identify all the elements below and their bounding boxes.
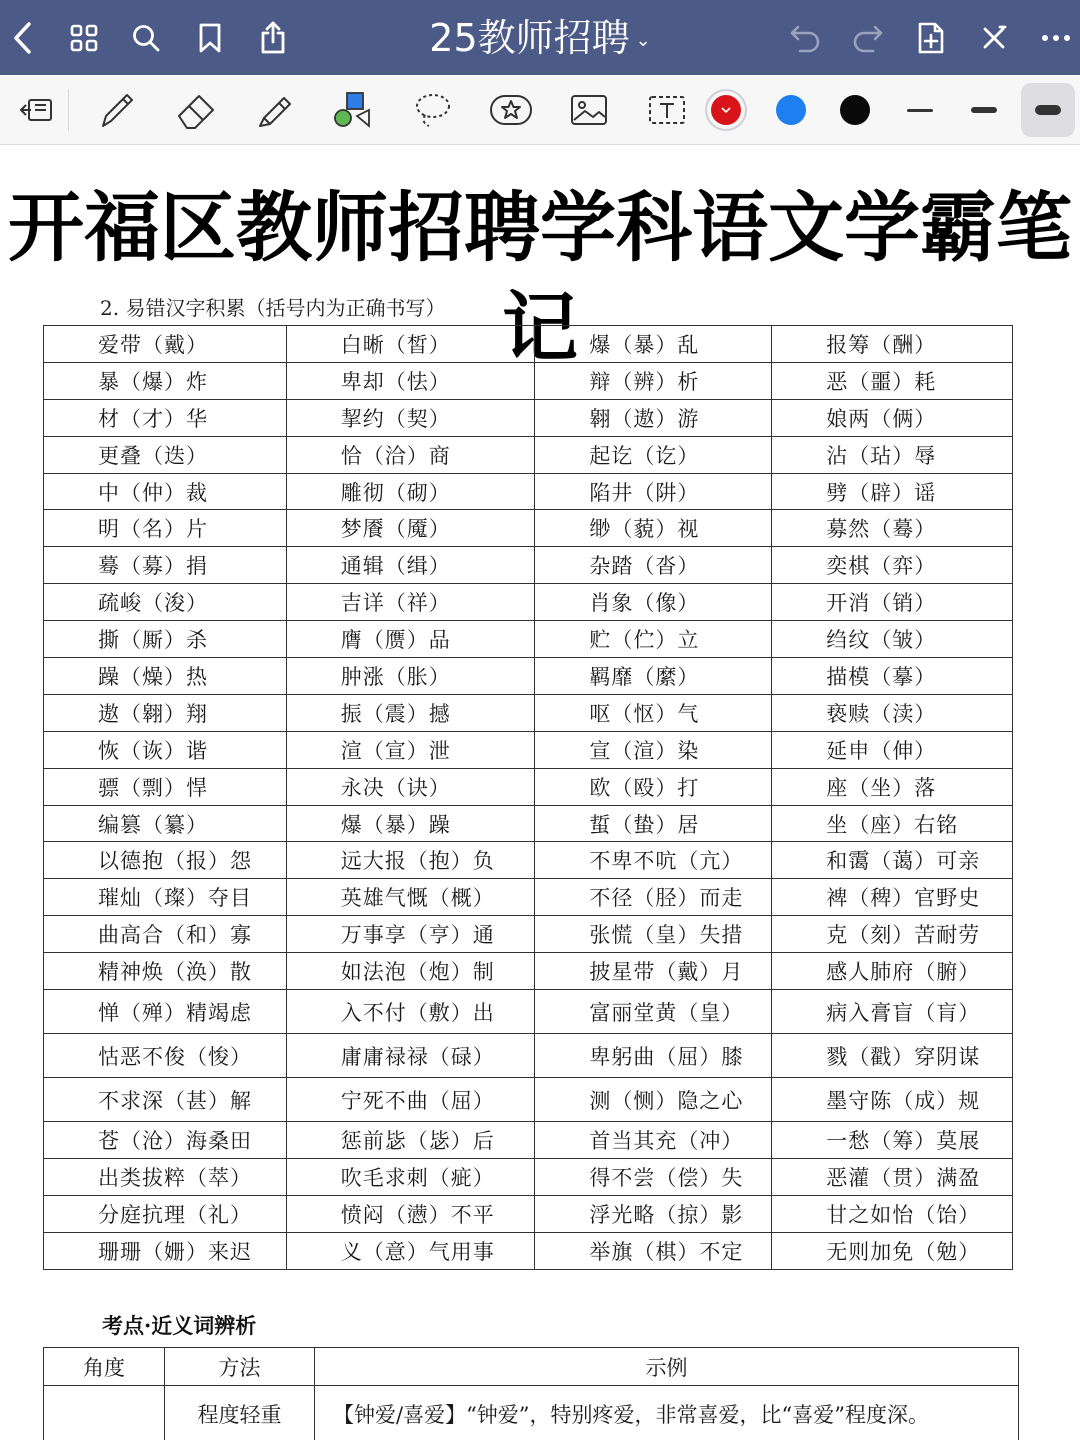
redo-icon[interactable] xyxy=(848,18,888,58)
table-cell: 膺（赝）品 xyxy=(286,621,535,658)
misspelled-characters-table xyxy=(43,325,1013,1270)
shapes-icon[interactable] xyxy=(328,85,378,135)
table-cell: 材（才）华 xyxy=(44,399,287,436)
table-cell: 贮（伫）立 xyxy=(535,621,772,658)
undo-icon[interactable] xyxy=(785,18,825,58)
table-cell: 卑躬曲（屈）膝 xyxy=(535,1034,772,1078)
table-cell: 愤闷（懑）不平 xyxy=(286,1195,535,1232)
table-cell: 恢（诙）谐 xyxy=(44,731,287,768)
thick-stroke-icon xyxy=(1035,105,1061,115)
table-cell: 雕彻（砌） xyxy=(286,473,535,510)
table-cell: 振（震）撼 xyxy=(286,694,535,731)
table-row xyxy=(44,1195,1013,1232)
table-cell: 撕（厮）杀 xyxy=(44,621,287,658)
table-cell: 白晰（皙） xyxy=(286,326,535,363)
table-cell: 戮（戳）穿阴谋 xyxy=(772,1034,1013,1078)
section-caption: 2. 易错汉字积累（括号内为正确书写） xyxy=(100,296,446,320)
table-cell: 克（刻）苦耐劳 xyxy=(772,916,1013,953)
table-cell: 开消（销） xyxy=(772,584,1013,621)
document-title: 25教师招聘 xyxy=(429,16,630,60)
table-cell: 编篡（纂） xyxy=(44,805,287,842)
table-cell: 娘两（俩） xyxy=(772,399,1013,436)
table-cell: 明（名）片 xyxy=(44,510,287,547)
table-cell: 无则加免（勉） xyxy=(772,1232,1013,1269)
table-cell: 怙恶不俊（悛） xyxy=(44,1034,287,1078)
table-cell: 和霭（蔼）可亲 xyxy=(772,842,1013,879)
table-cell: 卑却（怯） xyxy=(286,362,535,399)
table-cell: 募然（蓦） xyxy=(772,510,1013,547)
more-icon[interactable] xyxy=(1036,18,1076,58)
column-header: 角度 xyxy=(44,1348,165,1386)
table-row xyxy=(44,694,1013,731)
table-cell: 沾（玷）辱 xyxy=(772,436,1013,473)
table-cell: 富丽堂黄（皇） xyxy=(535,990,772,1034)
table-cell: 【钟爱/喜爱】“钟爱”，特别疼爱，非常喜爱，比“喜爱”程度深。 xyxy=(315,1386,1019,1440)
thin-stroke-icon xyxy=(907,109,933,112)
table-cell: 首当其充（冲） xyxy=(535,1122,772,1159)
table-cell: 中（仲）裁 xyxy=(44,473,287,510)
table-cell: 辩（辨）析 xyxy=(535,362,772,399)
table-row xyxy=(44,1122,1013,1159)
table-row xyxy=(44,1034,1013,1078)
table-cell: 暴（爆）炸 xyxy=(44,362,287,399)
search-icon[interactable] xyxy=(126,18,166,58)
highlighter-icon[interactable] xyxy=(250,85,300,135)
table-cell: 如法泡（炮）制 xyxy=(286,953,535,990)
table-cell: 珊珊（姗）来迟 xyxy=(44,1232,287,1269)
table-cell: 骠（剽）悍 xyxy=(44,768,287,805)
table-cell: 翱（遨）游 xyxy=(535,399,772,436)
table-cell: 宣（渲）染 xyxy=(535,731,772,768)
table-cell: 庸庸禄禄（碌） xyxy=(286,1034,535,1078)
table-row xyxy=(44,953,1013,990)
table-cell: 陷井（阱） xyxy=(535,473,772,510)
table-cell: 爆（暴）乱 xyxy=(535,326,772,363)
table-cell: 报筹（酬） xyxy=(772,326,1013,363)
table-cell: 爱带（戴） xyxy=(44,326,287,363)
table-row xyxy=(44,473,1013,510)
table-row xyxy=(44,584,1013,621)
table-cell: 渲（宣）泄 xyxy=(286,731,535,768)
table-cell: 肖象（像） xyxy=(535,584,772,621)
table-cell: 惩前毖（毖）后 xyxy=(286,1122,535,1159)
table-row xyxy=(44,805,1013,842)
table-row xyxy=(44,879,1013,916)
chevron-down-icon xyxy=(721,107,731,113)
toolbar-divider xyxy=(68,89,69,131)
eraser-icon[interactable] xyxy=(171,85,221,135)
table-cell: 不求深（甚）解 xyxy=(44,1078,287,1122)
column-header: 方法 xyxy=(165,1348,315,1386)
table-cell xyxy=(44,1386,165,1440)
table-cell: 恶（噩）耗 xyxy=(772,362,1013,399)
table-cell: 更叠（迭） xyxy=(44,436,287,473)
table-cell: 宁死不曲（屈） xyxy=(286,1078,535,1122)
image-icon[interactable] xyxy=(564,85,614,135)
table-cell: 英雄气慨（概） xyxy=(286,879,535,916)
table-row xyxy=(44,658,1013,695)
table-cell: 恶灌（贯）满盈 xyxy=(772,1158,1013,1195)
table-row xyxy=(44,731,1013,768)
table-row xyxy=(44,362,1013,399)
color-swatch-black[interactable] xyxy=(830,85,880,135)
table-cell: 不卑不吭（亢） xyxy=(535,842,772,879)
close-icon[interactable] xyxy=(974,18,1014,58)
table-cell: 起讫（讫） xyxy=(535,436,772,473)
table-cell: 欧（殴）打 xyxy=(535,768,772,805)
table-row xyxy=(44,1158,1013,1195)
table-cell: 躁（燥）热 xyxy=(44,658,287,695)
table-cell: 通辑（缉） xyxy=(286,547,535,584)
table-cell: 坐（座）右铭 xyxy=(772,805,1013,842)
lasso-icon[interactable] xyxy=(408,85,458,135)
column-header: 示例 xyxy=(315,1348,1019,1386)
table-cell: 义（意）气用事 xyxy=(286,1232,535,1269)
selected-color-dot xyxy=(711,95,741,125)
table-cell: 爆（暴）躁 xyxy=(286,805,535,842)
table-row xyxy=(44,916,1013,953)
page-headline: 开福区教师招聘学科语文学霸笔记 xyxy=(8,183,1072,372)
table-row xyxy=(44,1386,1019,1440)
table-cell: 缈（藐）视 xyxy=(535,510,772,547)
top-navigation-bar xyxy=(0,0,1080,75)
back-icon[interactable] xyxy=(2,18,42,58)
table-cell: 奕棋（弈） xyxy=(772,547,1013,584)
table-cell: 浮光略（掠）影 xyxy=(535,1195,772,1232)
table-cell: 梦餍（魇） xyxy=(286,510,535,547)
table-cell: 挈约（契） xyxy=(286,399,535,436)
table-cell: 举旗（棋）不定 xyxy=(535,1232,772,1269)
table-cell: 张慌（皇）失措 xyxy=(535,916,772,953)
table-cell: 永决（诀） xyxy=(286,768,535,805)
section-heading: 考点·近义词辨析 xyxy=(102,1313,257,1338)
table-cell: 杂踏（沓） xyxy=(535,547,772,584)
table-cell: 一愁（筹）莫展 xyxy=(772,1122,1013,1159)
stroke-thin-button[interactable] xyxy=(895,85,945,135)
table-cell: 万事享（亨）通 xyxy=(286,916,535,953)
table-cell: 苍（沧）海桑田 xyxy=(44,1122,287,1159)
table-cell: 吹毛求刺（疵） xyxy=(286,1158,535,1195)
table-row xyxy=(44,621,1013,658)
table-cell: 呕（怄）气 xyxy=(535,694,772,731)
table-row xyxy=(44,326,1013,363)
table-header-row xyxy=(44,1348,1019,1386)
sticker-icon[interactable] xyxy=(486,85,536,135)
table-cell: 入不付（敷）出 xyxy=(286,990,535,1034)
table-row xyxy=(44,990,1013,1034)
table-cell: 劈（辟）谣 xyxy=(772,473,1013,510)
table-cell: 出类拔粹（萃） xyxy=(44,1158,287,1195)
table-cell: 得不尝（偿）失 xyxy=(535,1158,772,1195)
table-cell: 吉详（祥） xyxy=(286,584,535,621)
black-color-dot xyxy=(840,95,870,125)
chevron-down-icon: ⌄ xyxy=(635,29,651,51)
table-cell: 分庭抗理（礼） xyxy=(44,1195,287,1232)
medium-stroke-icon xyxy=(971,107,997,113)
table-cell: 蓦（募）捐 xyxy=(44,547,287,584)
table-row xyxy=(44,1078,1013,1122)
table-cell: 程度轻重 xyxy=(165,1386,315,1440)
table-cell: 座（坐）落 xyxy=(772,768,1013,805)
share-icon[interactable] xyxy=(253,18,293,58)
table-row xyxy=(44,842,1013,879)
table-cell: 不径（胫）而走 xyxy=(535,879,772,916)
table-cell: 病入膏盲（肓） xyxy=(772,990,1013,1034)
table-row xyxy=(44,1232,1013,1269)
table-row xyxy=(44,436,1013,473)
stroke-medium-button[interactable] xyxy=(959,85,1009,135)
table-row xyxy=(44,399,1013,436)
table-cell: 感人肺府（腑） xyxy=(772,953,1013,990)
table-cell: 曲高合（和）寡 xyxy=(44,916,287,953)
table-cell: 披星带（戴）月 xyxy=(535,953,772,990)
table-cell: 羁靡（縻） xyxy=(535,658,772,695)
table-cell: 亵赎（渎） xyxy=(772,694,1013,731)
table-cell: 以德抱（报）怨 xyxy=(44,842,287,879)
annotation-toolbar xyxy=(0,75,1080,145)
table-cell: 遨（翱）翔 xyxy=(44,694,287,731)
table-cell: 惮（殚）精竭虑 xyxy=(44,990,287,1034)
table-cell: 精神焕（涣）散 xyxy=(44,953,287,990)
table-row xyxy=(44,510,1013,547)
table-cell: 璀灿（璨）夺目 xyxy=(44,879,287,916)
table-cell: 恰（洽）商 xyxy=(286,436,535,473)
color-swatch-red[interactable] xyxy=(701,85,751,135)
read-mode-icon[interactable] xyxy=(12,85,62,135)
table-row xyxy=(44,768,1013,805)
table-cell: 远大报（抱）负 xyxy=(286,842,535,879)
table-cell: 测（恻）隐之心 xyxy=(535,1078,772,1122)
table-cell: 延申（伸） xyxy=(772,731,1013,768)
table-cell: 墨守陈（成）规 xyxy=(772,1078,1013,1122)
add-page-icon[interactable] xyxy=(911,18,951,58)
grid-icon[interactable] xyxy=(64,18,104,58)
document-title-menu[interactable] xyxy=(340,12,740,64)
pen-icon[interactable] xyxy=(92,85,142,135)
table-cell: 蜇（蛰）居 xyxy=(535,805,772,842)
table-cell: 描模（摹） xyxy=(772,658,1013,695)
table-cell: 肿涨（胀） xyxy=(286,658,535,695)
blue-color-dot xyxy=(776,95,806,125)
stroke-thick-button[interactable] xyxy=(1021,83,1075,137)
synonym-analysis-table xyxy=(43,1347,1019,1440)
table-cell: 裨（稗）官野史 xyxy=(772,879,1013,916)
table-cell: 甘之如怡（饴） xyxy=(772,1195,1013,1232)
table-cell: 疏峻（浚） xyxy=(44,584,287,621)
text-icon[interactable] xyxy=(642,85,692,135)
table-cell: 绉纹（皱） xyxy=(772,621,1013,658)
bookmark-icon[interactable] xyxy=(190,18,230,58)
table-row xyxy=(44,547,1013,584)
color-swatch-blue[interactable] xyxy=(766,85,816,135)
